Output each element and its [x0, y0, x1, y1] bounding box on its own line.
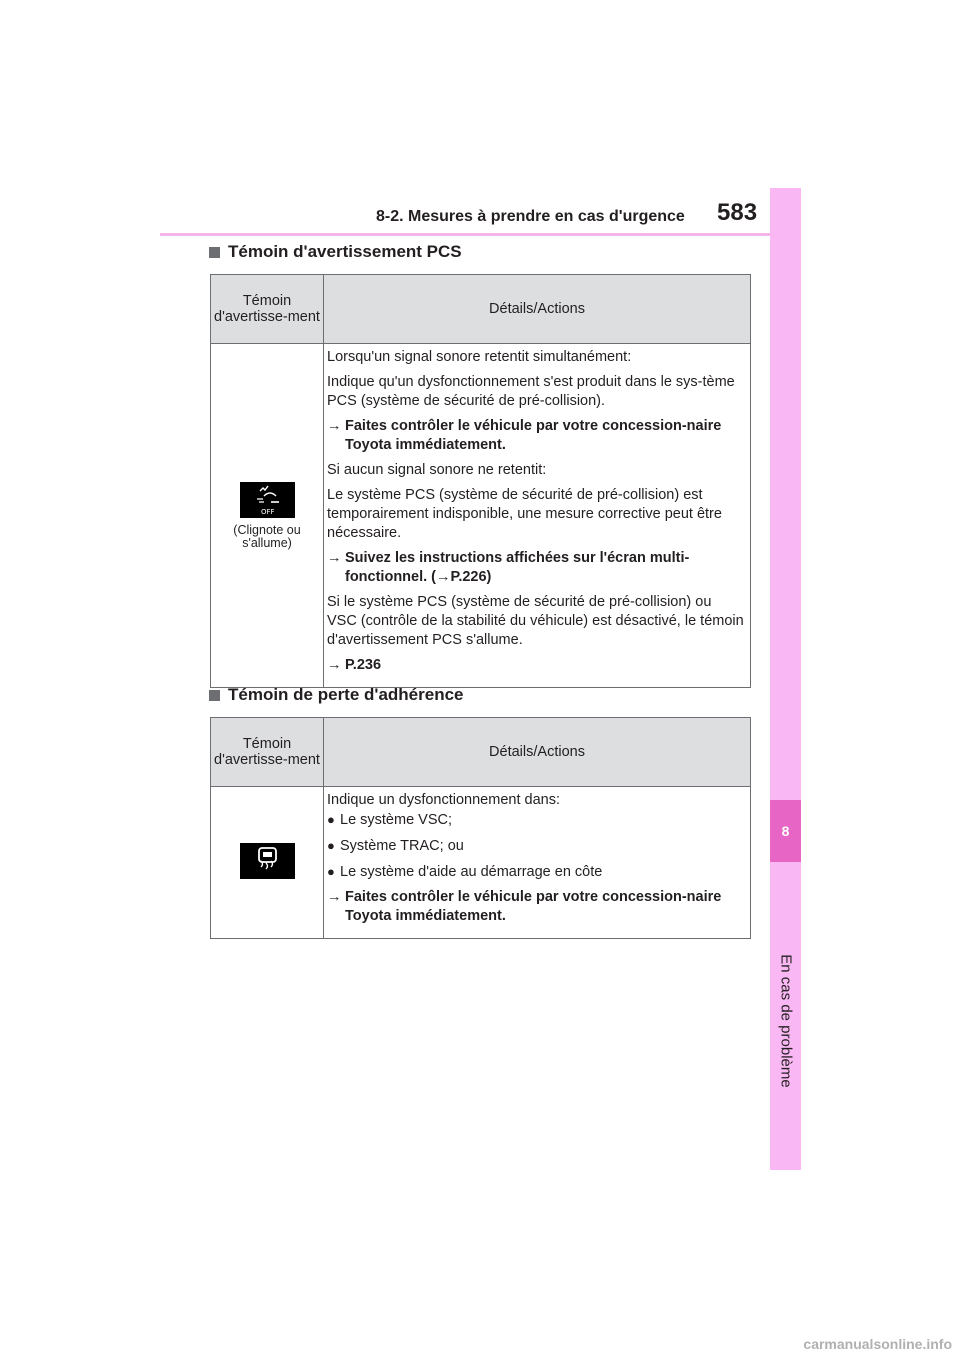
details-text: Le système PCS (système de sécurité de pré-collision) est temporairement indisponible, une mesure corrective peut être nécessaire.: [327, 487, 722, 541]
page-reference-link[interactable]: → P.236: [327, 657, 382, 673]
section-heading-text: Témoin d'avertissement PCS: [228, 242, 462, 261]
page-number: 583: [717, 199, 758, 226]
table-row: [211, 344, 751, 688]
bullet-dot-icon: ●: [327, 838, 335, 853]
header-cell-indicator: Témoin d'avertisse-ment: [211, 275, 324, 344]
details-text: Indique qu'un dysfonctionnement s'est produit dans le sys-tème PCS (système de sécurité de pré-collision).: [327, 374, 735, 409]
indicator-cell: [211, 344, 324, 688]
details-cell: [324, 344, 751, 688]
details-text: Si aucun signal sonore ne retentit:: [327, 462, 547, 478]
icon-off-text: OFF: [260, 507, 275, 516]
slip-indicator-icon: [240, 843, 295, 879]
square-bullet-icon: [209, 690, 220, 701]
arrow-icon: →: [327, 418, 342, 434]
pcs-warning-table: [210, 274, 751, 688]
details-text: Indique un dysfonctionnement dans:: [327, 792, 560, 808]
bullet-dot-icon: ●: [327, 864, 335, 879]
bullet-item: ● Système TRAC; ou: [327, 838, 464, 854]
chapter-number: 8: [770, 800, 801, 862]
section-heading-text: Témoin de perte d'adhérence: [228, 685, 464, 704]
action-line: → Faites contrôler le véhicule par votre concession-naire Toyota immédiatement.: [327, 889, 722, 924]
arrow-icon: →: [327, 657, 342, 673]
square-bullet-icon: [209, 247, 220, 258]
bullet-item: ● Le système VSC;: [327, 812, 453, 828]
header-divider: [160, 233, 770, 236]
arrow-icon: →: [327, 550, 342, 566]
table-header-row: [211, 718, 751, 787]
section-heading-pcs: [209, 242, 462, 262]
action-line: → Faites contrôler le véhicule par votre concession-naire Toyota immédiatement.: [327, 418, 722, 453]
details-text: Si le système PCS (système de sécurité de pré-collision) ou VSC (contrôle de la stabilité du véhicule) est désactivé, le témoin d'avertissement PCS s'allume.: [327, 594, 744, 648]
bullet-item: ● Le système d'aide au démarrage en côte: [327, 864, 603, 880]
indicator-caption: (Clignote ou s'allume): [233, 522, 301, 550]
header-cell-details: Détails/Actions: [324, 275, 751, 344]
slip-warning-table: [210, 717, 751, 939]
table-header-row: [211, 275, 751, 344]
action-line: → Suivez les instructions affichées sur l'écran multi-fonctionnel. (→P.226): [327, 550, 690, 585]
indicator-cell: [211, 787, 324, 939]
arrow-icon: →: [327, 889, 342, 905]
chapter-title: En cas de problème: [777, 954, 795, 1088]
details-cell: [324, 787, 751, 939]
details-text: Lorsqu'un signal sonore retentit simultanément:: [327, 349, 632, 365]
header-cell-indicator: Témoin d'avertisse-ment: [211, 718, 324, 787]
pcs-warning-icon: [240, 482, 295, 518]
section-heading-slip: [209, 685, 464, 705]
header-cell-details: Détails/Actions: [324, 718, 751, 787]
watermark: carmanualsonline.info: [803, 1336, 952, 1352]
table-row: [211, 787, 751, 939]
section-title: 8-2. Mesures à prendre en cas d'urgence: [376, 208, 685, 225]
bullet-dot-icon: ●: [327, 812, 335, 827]
